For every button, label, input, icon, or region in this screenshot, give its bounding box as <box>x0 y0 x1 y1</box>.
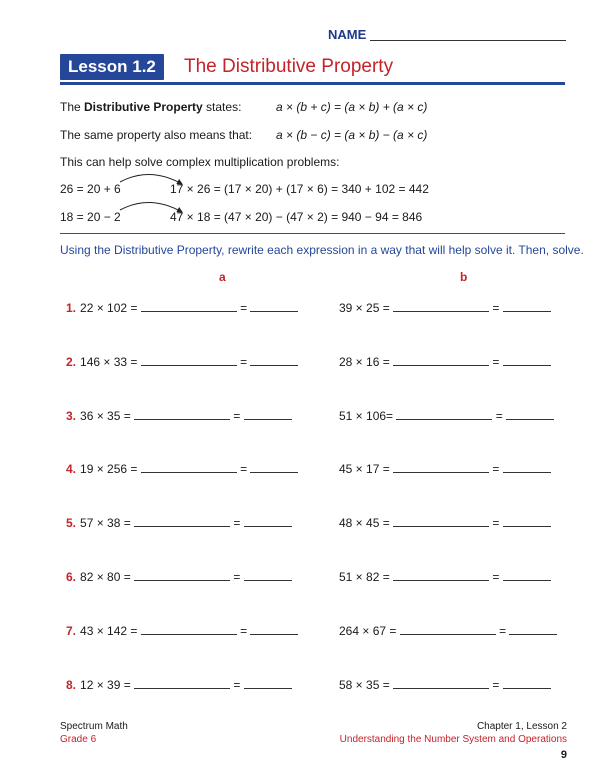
footer-chapter: Chapter 1, Lesson 2 <box>476 721 567 732</box>
problem-expression: 39 × 25 = <box>339 301 390 315</box>
example-1-decomposition: 26 = 20 + 6 <box>60 182 121 196</box>
problem-number: 8. <box>66 678 77 692</box>
intro-suffix: states: <box>202 100 242 114</box>
problem-4-a <box>66 462 298 476</box>
equals-sign: = <box>492 355 500 369</box>
answer-blank[interactable] <box>509 624 557 635</box>
intro-line-3: This can help solve complex multiplication problems: <box>60 155 340 169</box>
problem-4-b <box>339 462 551 476</box>
footer-publisher: Spectrum Math <box>60 721 128 732</box>
rewrite-blank[interactable] <box>400 624 496 635</box>
answer-blank[interactable] <box>503 516 551 527</box>
example-1-solution: 17 × 26 = (17 × 20) + (17 × 6) = 340 + 102 = 442 <box>170 182 429 196</box>
rewrite-blank[interactable] <box>393 462 489 473</box>
answer-blank[interactable] <box>244 409 292 420</box>
equals-sign: = <box>233 516 241 530</box>
column-a-heading: a <box>219 270 226 284</box>
problem-5-b <box>339 516 551 530</box>
equals-sign: = <box>240 355 248 369</box>
problem-7-a <box>66 624 298 638</box>
rewrite-blank[interactable] <box>393 301 489 312</box>
answer-blank[interactable] <box>250 301 298 312</box>
equals-sign: = <box>240 301 248 315</box>
problem-8-a <box>66 678 292 692</box>
name-label: NAME <box>328 27 367 42</box>
instructions: Using the Distributive Property, rewrite each expression in a way that will help solve it. Then, solve. <box>60 243 584 257</box>
problem-expression: 58 × 35 = <box>339 678 390 692</box>
rewrite-blank[interactable] <box>134 409 230 420</box>
problem-number: 4. <box>66 462 77 476</box>
footer-section: Understanding the Number System and Operations <box>339 734 567 745</box>
section-rule <box>60 233 565 234</box>
problem-expression: 22 × 102 = <box>80 301 138 315</box>
equals-sign: = <box>492 516 500 530</box>
rewrite-blank[interactable] <box>393 355 489 366</box>
problem-3-b <box>339 409 554 423</box>
problem-1-b <box>339 301 551 315</box>
lesson-badge: Lesson 1.2 <box>60 54 164 80</box>
equals-sign: = <box>499 624 507 638</box>
equals-sign: = <box>495 409 503 423</box>
answer-blank[interactable] <box>506 409 554 420</box>
problem-6-a <box>66 570 292 584</box>
answer-blank[interactable] <box>503 355 551 366</box>
problem-number: 3. <box>66 409 77 423</box>
answer-blank[interactable] <box>503 678 551 689</box>
problem-expression: 12 × 39 = <box>80 678 131 692</box>
equals-sign: = <box>233 570 241 584</box>
rewrite-blank[interactable] <box>393 570 489 581</box>
problem-1-a <box>66 301 298 315</box>
problem-6-b <box>339 570 551 584</box>
formula-addition: a × (b + c) = (a × b) + (a × c) <box>276 100 428 114</box>
problem-8-b <box>339 678 551 692</box>
answer-blank[interactable] <box>244 678 292 689</box>
header-rule <box>60 82 565 85</box>
equals-sign: = <box>233 678 241 692</box>
intro-prefix: The <box>60 100 85 114</box>
rewrite-blank[interactable] <box>134 570 230 581</box>
problem-expression: 51 × 106= <box>339 409 394 423</box>
problem-7-b <box>339 624 557 638</box>
rewrite-blank[interactable] <box>134 516 230 527</box>
problem-number: 6. <box>66 570 77 584</box>
answer-blank[interactable] <box>503 570 551 581</box>
equals-sign: = <box>240 624 248 638</box>
rewrite-blank[interactable] <box>141 355 237 366</box>
intro-line-2: The same property also means that: <box>60 128 253 142</box>
answer-blank[interactable] <box>244 516 292 527</box>
problem-expression: 82 × 80 = <box>80 570 131 584</box>
example-2-decomposition: 18 = 20 − 2 <box>60 210 121 224</box>
problem-expression: 146 × 33 = <box>80 355 138 369</box>
answer-blank[interactable] <box>503 301 551 312</box>
footer-grade: Grade 6 <box>60 734 97 745</box>
problem-expression: 43 × 142 = <box>80 624 138 638</box>
answer-blank[interactable] <box>244 570 292 581</box>
problem-2-a <box>66 355 298 369</box>
answer-blank[interactable] <box>250 462 298 473</box>
problem-2-b <box>339 355 551 369</box>
column-b-heading: b <box>460 270 468 284</box>
answer-blank[interactable] <box>250 624 298 635</box>
equals-sign: = <box>233 409 241 423</box>
problem-number: 7. <box>66 624 77 638</box>
problem-expression: 28 × 16 = <box>339 355 390 369</box>
rewrite-blank[interactable] <box>396 409 492 420</box>
problem-expression: 264 × 67 = <box>339 624 397 638</box>
answer-blank[interactable] <box>250 355 298 366</box>
intro-line-1 <box>60 100 241 114</box>
rewrite-blank[interactable] <box>393 678 489 689</box>
equals-sign: = <box>240 462 248 476</box>
problem-number: 1. <box>66 301 77 315</box>
problem-expression: 48 × 45 = <box>339 516 390 530</box>
problem-number: 5. <box>66 516 77 530</box>
name-field[interactable] <box>370 40 566 41</box>
equals-sign: = <box>492 301 500 315</box>
problem-number: 2. <box>66 355 77 369</box>
intro-term: Distributive Property <box>84 100 203 114</box>
equals-sign: = <box>492 570 500 584</box>
lesson-title: The Distributive Property <box>184 56 394 77</box>
formula-subtraction: a × (b − c) = (a × b) − (a × c) <box>276 128 428 142</box>
equals-sign: = <box>492 462 500 476</box>
rewrite-blank[interactable] <box>141 301 237 312</box>
rewrite-blank[interactable] <box>141 624 237 635</box>
problem-expression: 51 × 82 = <box>339 570 390 584</box>
problem-expression: 57 × 38 = <box>80 516 131 530</box>
rewrite-blank[interactable] <box>134 678 230 689</box>
answer-blank[interactable] <box>503 462 551 473</box>
problem-expression: 19 × 256 = <box>80 462 138 476</box>
problem-expression: 36 × 35 = <box>80 409 131 423</box>
problem-5-a <box>66 516 292 530</box>
equals-sign: = <box>492 678 500 692</box>
page-number: 9 <box>560 749 567 761</box>
problem-expression: 45 × 17 = <box>339 462 390 476</box>
rewrite-blank[interactable] <box>393 516 489 527</box>
problem-3-a <box>66 409 292 423</box>
rewrite-blank[interactable] <box>141 462 237 473</box>
example-2-solution: 47 × 18 = (47 × 20) − (47 × 2) = 940 − 94 = 846 <box>170 210 423 224</box>
